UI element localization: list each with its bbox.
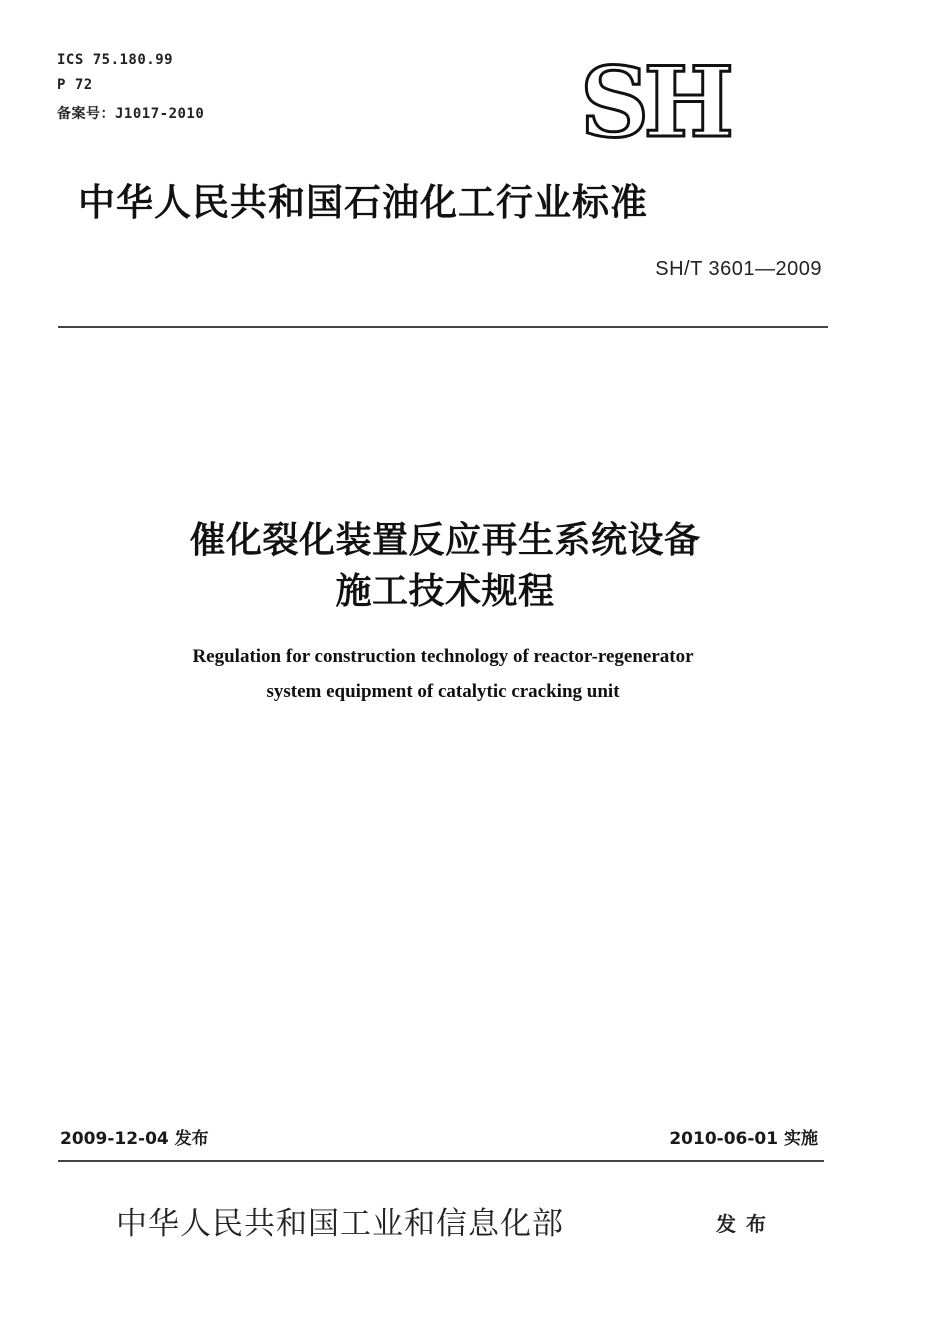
bottom-divider	[58, 1160, 824, 1162]
record-number: 备案号：J1017-2010	[57, 106, 205, 122]
document-title-en-line2: system equipment of catalytic cracking unit	[266, 681, 620, 702]
issuing-authority-suffix: 发布	[716, 1212, 776, 1236]
ics-code: ICS 75.180.99	[57, 52, 174, 68]
sh-logo-text: SH	[580, 46, 729, 146]
standard-category-title: 中华人民共和国石油化工行业标准	[78, 180, 648, 224]
classification-code: P 72	[57, 77, 93, 93]
issue-date: 2009-12-04 发布	[60, 1129, 209, 1149]
standard-number: SH/T 3601—2009	[655, 258, 822, 280]
document-title-cn-line2: 施工技术规程	[335, 571, 555, 612]
document-title-en-line1: Regulation for construction technology of reactor-regenerator	[192, 646, 694, 667]
document-title-cn-line1: 催化裂化装置反应再生系统设备	[189, 520, 701, 561]
issuing-authority: 中华人民共和国工业和信息化部	[116, 1206, 564, 1242]
implementation-date: 2010-06-01 实施	[669, 1129, 818, 1149]
sh-logo	[580, 46, 780, 146]
top-divider	[58, 326, 828, 328]
